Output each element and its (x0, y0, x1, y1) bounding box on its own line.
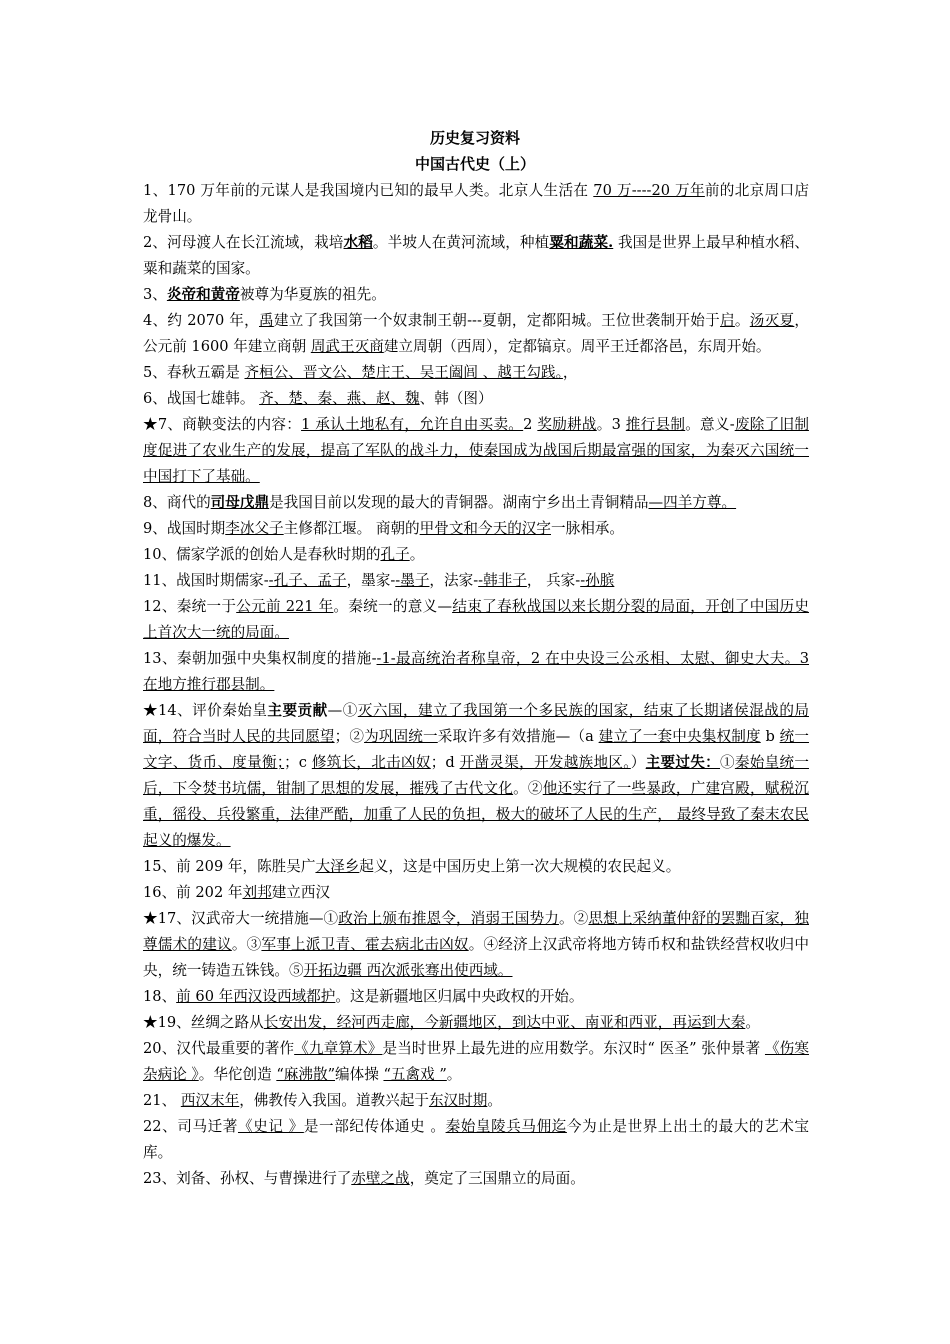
text-segment: 2 (523, 416, 538, 433)
text-segment: 。3 (596, 416, 626, 433)
text-segment: 。④经济上汉武帝将地方铸币权和盐铁经营权收归中央，统一铸造五铢钱。⑤ (143, 936, 809, 979)
text-segment: 8、商代的 (143, 494, 211, 511)
list-item (143, 646, 809, 698)
list-item (143, 1114, 809, 1166)
text-segment: ；c (284, 754, 312, 771)
emphasized-text: 为巩固统一 (364, 728, 438, 745)
emphasized-text: —四羊方尊。 (648, 494, 737, 511)
text-segment: 23、刘备、孙权、与曹操进行了 (143, 1170, 352, 1187)
emphasized-text: 《九章算术》 (294, 1040, 383, 1057)
list-item (143, 178, 809, 230)
list-item (143, 516, 809, 542)
emphasized-text: 开凿灵渠，开发越族地区。 (459, 754, 631, 771)
list-item (143, 282, 809, 308)
text-segment: ， 兵家- (526, 572, 581, 589)
list-item (143, 1088, 809, 1114)
emphasized-text: 1 承认土地私有，允许自由买卖。 (301, 416, 524, 433)
emphasized-text: 主要贡献 (267, 702, 328, 719)
text-segment: 起义，这是中国历史上第一次大规模的农民起义。 (359, 858, 681, 875)
text-segment: ① (720, 754, 735, 771)
emphasized-text: 前 60 年西汉设西域都护 (176, 988, 336, 1005)
emphasized-text: 孔子 (380, 546, 410, 563)
text-segment: ，公元前 1600 年建立商朝 (143, 312, 809, 355)
list-item (143, 490, 809, 516)
list-item (143, 568, 809, 594)
text-segment: 我国是世界上最早种植水稻、粟和蔬菜的国家。 (143, 234, 809, 277)
text-segment: 。③ (231, 936, 262, 953)
text-segment: ，墨家- (346, 572, 396, 589)
emphasized-text: 推行县制 (625, 416, 686, 433)
document-subtitle: 中国古代史（上） (414, 155, 535, 173)
emphasized-text: 修筑长，北击凶奴 (311, 754, 431, 771)
emphasized-text: -孙膑 (580, 572, 615, 589)
emphasized-text: 长安出发，经河西走廊，今新疆地区，到达中亚、南亚和西亚，再运到大秦 (263, 1014, 746, 1031)
text-segment: ★17、汉武帝大一统措施—① (143, 910, 339, 927)
text-segment: 。 (409, 546, 425, 563)
emphasized-text: 灭六国，建立了我国第一个多民族的国家，结束了长期诸侯混战的局面，符合当时人民的共同愿望 (143, 702, 809, 745)
text-segment: b (760, 728, 780, 745)
text-segment: 18、 (143, 988, 177, 1005)
text-segment: ，法家- (429, 572, 479, 589)
list-item (143, 360, 809, 386)
text-segment: ★7、商鞅变法的内容： (143, 416, 302, 433)
text-segment: 是我国目前以发现的最大的青铜器。湖南宁乡出土青铜精品 (269, 494, 649, 511)
text-segment: ，佛教传入我国。道教兴起于 (239, 1092, 429, 1109)
list-item (143, 386, 809, 412)
text-segment: 主修都江堰。 商朝的 (283, 520, 420, 537)
emphasized-text: 齐、楚、秦、燕、赵、魏 (259, 390, 420, 407)
text-segment: 。这是新疆地区归属中央政权的开始。 (335, 988, 584, 1005)
emphasized-text: 开拓边疆 西次派张骞出使西域。 (303, 962, 513, 979)
text-segment: ， (562, 364, 578, 381)
text-segment: 9、战国时期 (143, 520, 226, 537)
emphasized-text: 东汉时期 (428, 1092, 488, 1109)
text-segment: 4、约 2070 年， (143, 312, 259, 329)
text-segment: 前的北京周口店龙骨山。 (143, 182, 809, 225)
text-segment: 、韩（图） (419, 390, 493, 407)
list-item (143, 594, 809, 646)
emphasized-text: -墨子 (395, 572, 430, 589)
emphasized-text: “麻沸散” (276, 1066, 336, 1083)
text-segment: ；d (430, 754, 460, 771)
list-item (143, 984, 809, 1010)
document-title: 历史复习资料 (429, 129, 520, 147)
text-segment: 一脉相承。 (551, 520, 624, 537)
list-item (143, 906, 809, 984)
emphasized-text: 秦始皇统一后，下令焚书坑儒，钳制了思想的发展，摧残了古代文化 (143, 754, 809, 797)
text-segment: 采取许多有效措施—（a (437, 728, 599, 745)
emphasized-text: 公元前 221 年 (236, 598, 334, 615)
emphasized-text: -韩非子 (478, 572, 527, 589)
emphasized-text: 西汉末年 (180, 1092, 240, 1109)
emphasized-text: “五禽戏 ” (383, 1066, 447, 1083)
emphasized-text: 炎帝和黄帝 (166, 286, 240, 303)
text-segment: 是当时世界上最先进的应用数学。东汉时“ 医圣” 张仲景著 (382, 1040, 765, 1057)
emphasized-text: 甲骨文和今天的汉字 (419, 520, 551, 537)
emphasized-text: 主要过失： (645, 754, 721, 771)
text-segment: 被尊为华夏族的祖先。 (239, 286, 386, 303)
emphasized-text: 水稻 (343, 234, 373, 251)
text-segment: 6、战国七雄韩。 (143, 390, 260, 407)
text-segment: 22、司马迁著 (143, 1118, 238, 1135)
text-segment: 。 (446, 1066, 462, 1083)
text-segment: 建立周朝（西周），定都镐京。周平王迁都洛邑，东周开始。 (383, 338, 771, 355)
list-item (143, 1010, 809, 1036)
emphasized-text: 结束了春秋战国以来长期分裂的局面，开创了中国历史上首次大一统的局面。 (143, 598, 809, 641)
text-segment: 建立西汉 (271, 884, 331, 901)
emphasized-text: 70 万----20 万年 (593, 182, 705, 199)
text-segment: 1、170 万年前的元谋人是我国境内已知的最早人类。北京人生活在 (143, 182, 594, 199)
text-segment: 。半坡人在黄河流域，种植 (372, 234, 550, 251)
text-segment: 。华佗创造 (198, 1066, 277, 1083)
emphasized-text: 政治上颁布推恩令，消弱王国势力 (338, 910, 559, 927)
emphasized-text: 禹 (258, 312, 274, 329)
emphasized-text: 秦始皇陵兵马佣迄 (445, 1118, 567, 1135)
text-segment: 。秦统一的意义— (333, 598, 453, 615)
text-segment: 20、汉代最重要的著作 (143, 1040, 295, 1057)
text-segment: 建立了我国第一个奴隶制王朝---夏朝，定都阳城。王位世袭制开始于 (273, 312, 721, 329)
emphasized-text: 司母戊鼎 (210, 494, 270, 511)
list-item (143, 1166, 809, 1192)
text-segment: ） (630, 754, 646, 771)
text-segment: 今为止是世界上出土的最大的艺术宝库。 (143, 1118, 809, 1161)
emphasized-text: 废除了旧制度促进了农业生产的发展，提高了军队的战斗力，使秦国成为战国后期最富强的国家，为秦灭六国统一中国打下了基础。 (143, 416, 809, 485)
emphasized-text: 军事上派卫青、霍去病北击凶奴 (261, 936, 469, 953)
text-segment: 15、前 209 年，陈胜吴广 (143, 858, 316, 875)
text-segment: 13、秦朝加强中央集权制度的措施- (143, 650, 377, 667)
list-item (143, 542, 809, 568)
text-segment: 11、战国时期儒家- (143, 572, 269, 589)
emphasized-text: 统一文字、货币、度量衡； (143, 728, 809, 771)
emphasized-text: -孔子、孟子 (268, 572, 347, 589)
emphasized-text: 齐桓公、晋文公、楚庄王、吴王阖闾 、越王勾践。 (244, 364, 563, 381)
text-segment: ★19、丝绸之路从 (143, 1014, 264, 1031)
text-segment: 。② (513, 780, 543, 797)
list-item (143, 308, 809, 360)
emphasized-text: 汤灭夏 (749, 312, 795, 329)
emphasized-text: -1-最高统治者称皇帝，2 在中央设三公丞相、太慰、御史大夫。3 在地方推行郡县制。 (143, 650, 809, 693)
text-segment: 编体操 (335, 1066, 384, 1083)
text-segment: ，奠定了三国鼎立的局面。 (409, 1170, 585, 1187)
text-segment: 。② (558, 910, 589, 927)
list-item (143, 230, 809, 282)
text-segment: 是一部纪传体通史 。 (303, 1118, 446, 1135)
emphasized-text: 思想上采纳董仲舒的罢黜百家，独尊儒术的建议 (143, 910, 809, 953)
emphasized-text: 《伤寒杂病论 》 (143, 1040, 809, 1083)
emphasized-text: 奖励耕战 (537, 416, 597, 433)
emphasized-text: 赤壁之战 (351, 1170, 410, 1187)
list-item (143, 854, 809, 880)
emphasized-text: 周武王灭商 (310, 338, 384, 355)
emphasized-text: 李冰父子 (225, 520, 284, 537)
text-segment: 5、春秋五霸是 (143, 364, 245, 381)
text-segment: 21、 (143, 1092, 181, 1109)
list-item (143, 880, 809, 906)
emphasized-text: 建立了一套中央集权制度 (598, 728, 761, 745)
text-segment: 。 (745, 1014, 760, 1031)
document-body (143, 178, 809, 1192)
text-segment: 。 (487, 1092, 502, 1109)
emphasized-text: 启 (720, 312, 735, 329)
emphasized-text: 粟和蔬菜. (549, 234, 614, 251)
text-segment: 。 (734, 312, 750, 329)
text-segment: ★14、评价秦始皇 (143, 702, 268, 719)
text-segment: 10、儒家学派的创始人是春秋时期的 (143, 546, 381, 563)
emphasized-text: 《史记 》 (237, 1118, 304, 1135)
emphasized-text: 刘邦 (242, 884, 272, 901)
text-segment: 。意义- (685, 416, 735, 433)
text-segment: 12、秦统一于 (143, 598, 237, 615)
list-item (143, 412, 809, 490)
text-segment: 2、河母渡人在长江流域，栽培 (143, 234, 344, 251)
emphasized-text: 大泽乡 (315, 858, 360, 875)
list-item (143, 1036, 809, 1088)
list-item (143, 698, 809, 854)
text-segment: 16、前 202 年 (143, 884, 243, 901)
text-segment: 3、 (143, 286, 167, 303)
emphasized-text: 他还实行了一些暴政，广建宫殿，赋税沉重，徭役、兵役繁重，法律严酷，加重了人民的负担，极大的破坏了人民的生产， 最终导致了秦末农民起义的爆发。 (143, 780, 809, 849)
text-segment: ；② (334, 728, 365, 745)
text-segment: —① (327, 702, 358, 719)
